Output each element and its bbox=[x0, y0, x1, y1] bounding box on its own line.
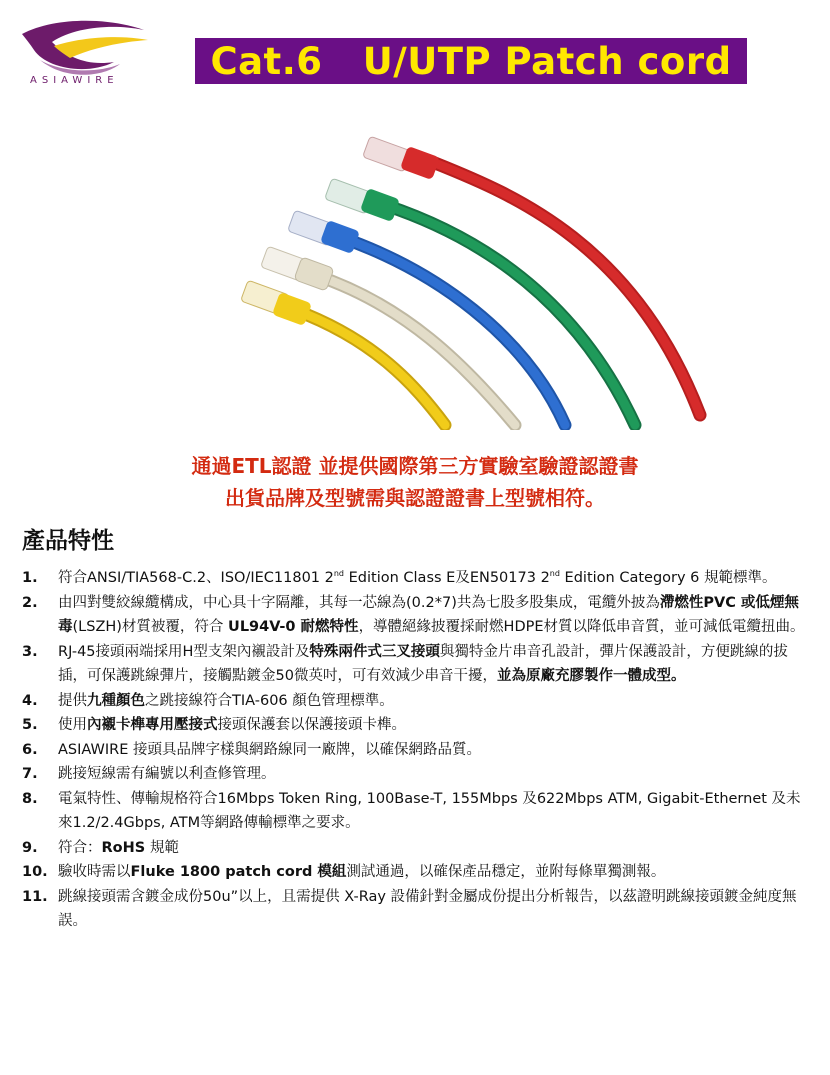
feature-item bbox=[22, 591, 812, 640]
superscript: nd bbox=[333, 569, 345, 579]
feature-text-segment: ASIAWIRE 接頭具品牌字樣與網路線同一廠牌，以確保網路品質。 bbox=[58, 741, 481, 758]
feature-item bbox=[22, 713, 812, 738]
feature-item bbox=[22, 762, 812, 787]
feature-text-segment: 規範 bbox=[145, 839, 179, 856]
feature-number: 7. bbox=[22, 766, 38, 782]
feature-text-bold: 並為原廠充膠製作一體成型。 bbox=[496, 668, 686, 684]
feature-number: 9. bbox=[22, 839, 38, 856]
feature-text bbox=[58, 566, 812, 591]
brand-name: ASIAWIRE bbox=[30, 75, 119, 86]
feature-item bbox=[22, 860, 812, 885]
feature-text-segment: 跳線接頭需含鍍金成份50u”以上，且需提供 X-Ray 設備針對金屬成份提出分析報告，以茲證明跳線接頭鍍金純度無誤。 bbox=[58, 888, 797, 929]
feature-text bbox=[58, 885, 812, 934]
feature-text-bold: 內襯卡榫專用壓接式 bbox=[87, 717, 218, 733]
feature-item bbox=[22, 566, 812, 591]
feature-item bbox=[22, 787, 812, 836]
feature-text-segment: 跳接短線需有編號以利查修管理。 bbox=[58, 766, 276, 782]
feature-text bbox=[58, 836, 812, 861]
feature-item bbox=[22, 836, 812, 861]
feature-number: 11. bbox=[22, 888, 48, 905]
feature-text-bold: 特殊兩件式三叉接頭 bbox=[309, 643, 440, 660]
feature-text-segment: 由四對雙絞線纜構成，中心具十字隔離，其每一芯線為(0.2*7)共為七股多股集成，電纜外披為 bbox=[58, 594, 660, 611]
feature-text-segment: 提供 bbox=[58, 692, 87, 709]
certification-line-1: 通過ETL認證 並提供國際第三方實驗室驗證認證書 bbox=[191, 454, 639, 478]
feature-text bbox=[58, 738, 812, 763]
feature-number: 8. bbox=[22, 790, 38, 807]
feature-text bbox=[58, 762, 812, 787]
feature-number: 6. bbox=[22, 741, 38, 758]
feature-text-segment: 測試通過，以確保產品穩定，並附每條單獨測報。 bbox=[346, 864, 666, 880]
feature-list bbox=[22, 566, 812, 934]
feature-text-bold: RoHS bbox=[101, 839, 146, 856]
patch-cord-photo bbox=[215, 125, 725, 430]
feature-number: 10. bbox=[22, 864, 48, 880]
feature-text bbox=[58, 860, 812, 885]
feature-text-segment: 驗收時需以 bbox=[58, 864, 131, 880]
page-title: Cat.6 U/UTP Patch cord bbox=[210, 39, 732, 83]
feature-text-segment: 符合ANSI/TIA568-C.2、ISO/IEC11801 2 bbox=[58, 570, 334, 586]
feature-text-segment: 使用 bbox=[58, 717, 87, 733]
feature-text bbox=[58, 689, 812, 714]
feature-number: 3. bbox=[22, 643, 38, 660]
feature-text-segment: (LSZH)材質被覆，符合 bbox=[72, 619, 229, 635]
section-title: 產品特性 bbox=[22, 528, 114, 554]
feature-item bbox=[22, 885, 812, 934]
feature-item bbox=[22, 640, 812, 689]
feature-text-segment: 接頭保護套以保護接頭卡榫。 bbox=[217, 717, 406, 733]
feature-text-bold: Fluke 1800 patch cord 模組 bbox=[130, 864, 347, 880]
feature-text-segment: 與獨特金片串音孔設計，彈片保護設計，方便跳線的拔插，可保護跳線彈片，接觸點鍍金50微英吋，可有效減少串音干擾， bbox=[58, 643, 788, 684]
feature-text bbox=[58, 640, 812, 689]
feature-text-bold: 滯燃性PVC 或低煙無毒 bbox=[58, 594, 799, 635]
feature-number: 2. bbox=[22, 594, 38, 611]
feature-item bbox=[22, 738, 812, 763]
feature-item bbox=[22, 689, 812, 714]
superscript: nd bbox=[549, 569, 560, 579]
feature-text bbox=[58, 591, 812, 640]
title-bar bbox=[195, 38, 747, 84]
certification-line-2: 出貨品牌及型號需與認證證書上型號相符。 bbox=[225, 486, 605, 510]
feature-text-segment: Edition Category 6 規範標準。 bbox=[559, 570, 777, 586]
feature-text-segment: 符合： bbox=[58, 839, 102, 856]
feature-text-segment: 之跳接線符合TIA-606 顏色管理標準。 bbox=[145, 692, 394, 709]
feature-text-bold: UL94V-0 耐燃特性 bbox=[228, 619, 359, 635]
feature-text bbox=[58, 787, 812, 836]
feature-text-bold: 九種顏色 bbox=[87, 692, 145, 709]
feature-text bbox=[58, 713, 812, 738]
feature-number: 1. bbox=[22, 570, 38, 586]
feature-number: 5. bbox=[22, 717, 38, 733]
feature-number: 4. bbox=[22, 692, 38, 709]
feature-text-segment: ，導體絕緣披覆採耐燃HDPE材質以降低串音質，並可減低電纜扭曲。 bbox=[358, 619, 805, 635]
feature-text-segment: 電氣特性、傳輸規格符合16Mbps Token Ring, 100Base-T, 155Mbps 及622Mbps ATM, Gigabit-Ethernet 及未來1.2/2.4Gbps, ATM等網路傳輸標準之要求。 bbox=[58, 790, 801, 831]
feature-text-segment: RJ-45接頭兩端採用H型支架內襯設計及 bbox=[58, 643, 310, 660]
feature-text-segment: Edition Class E及EN50173 2 bbox=[344, 570, 550, 586]
